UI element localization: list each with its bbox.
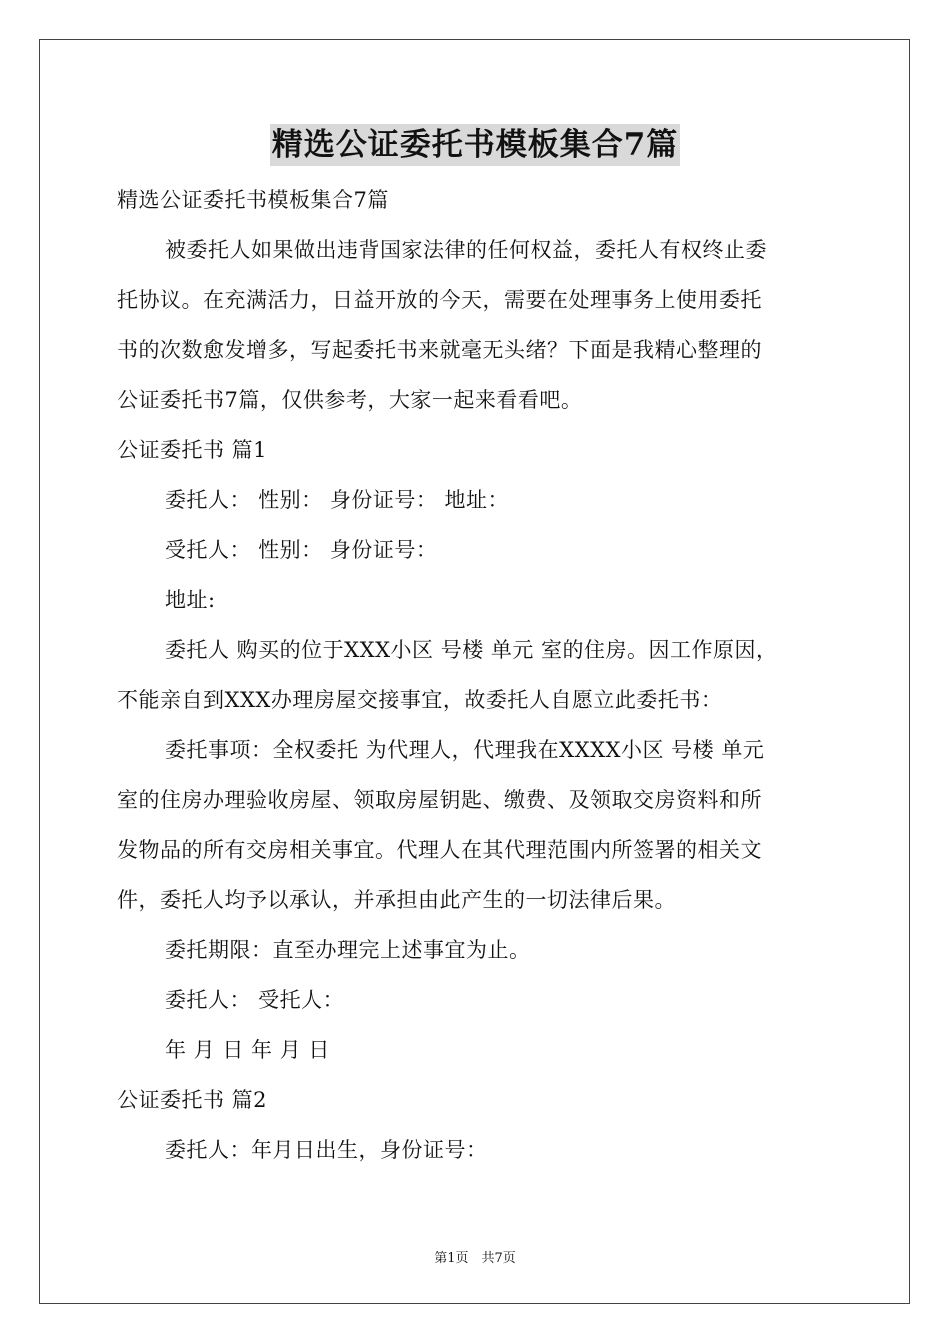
document-body: [117, 175, 837, 1175]
text-line: 书的次数愈发增多，写起委托书来就毫无头绪？下面是我精心整理的: [117, 338, 762, 362]
text-line: 件，委托人均予以承认，并承担由此产生的一切法律后果。: [117, 888, 676, 912]
text-line: 被委托人如果做出违背国家法律的任何权益，委托人有权终止委: [165, 238, 767, 262]
text-line: 委托人： 性别： 身份证号： 地址：: [165, 488, 510, 512]
text-line: 委托事项：全权委托 为代理人，代理我在XXXX小区 号楼 单元: [165, 738, 765, 762]
text-line: 公证委托书 篇2: [117, 1088, 268, 1112]
text-line: 地址:: [165, 588, 216, 612]
title-wrapper: [0, 124, 950, 166]
text-line: 精选公证委托书模板集合7篇: [117, 188, 389, 212]
text-line: 发物品的所有交房相关事宜。代理人在其代理范围内所签署的相关文: [117, 838, 762, 862]
text-line: 室的住房办理验收房屋、领取房屋钥匙、缴费、及领取交房资料和所: [117, 788, 762, 812]
text-line: 委托期限：直至办理完上述事宜为止。: [165, 938, 531, 962]
text-line: 委托人： 受托人：: [165, 988, 345, 1012]
page-footer: 第1页 共7页: [434, 1251, 516, 1266]
document-title: 精选公证委托书模板集合7篇: [270, 124, 681, 166]
text-line: 托协议。在充满活力，日益开放的今天，需要在处理事务上使用委托: [117, 288, 762, 312]
text-line: 委托人 购买的位于XXX小区 号楼 单元 室的住房。因工作原因，: [165, 638, 778, 662]
text-line: 年 月 日 年 月 日: [165, 1038, 330, 1062]
text-line: 公证委托书7篇，仅供参考，大家一起来看看吧。: [117, 388, 583, 412]
text-line: 不能亲自到XXX办理房屋交接事宜，故委托人自愿立此委托书：: [117, 688, 723, 712]
text-line: 公证委托书 篇1: [117, 438, 268, 462]
text-line: 委托人：年月日出生，身份证号：: [165, 1138, 488, 1162]
text-line: 受托人： 性别： 身份证号：: [165, 538, 438, 562]
